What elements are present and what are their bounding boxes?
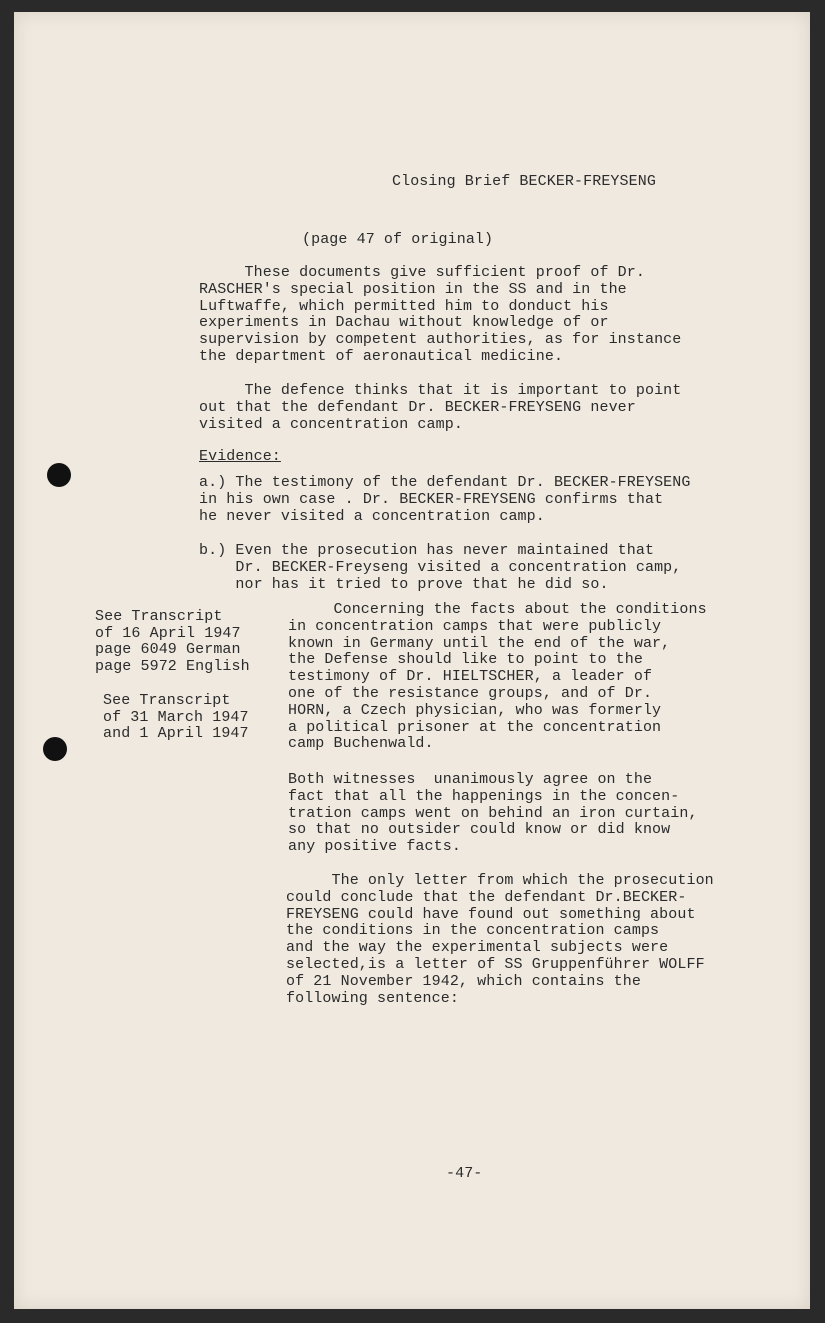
page-number: -47- xyxy=(446,1165,483,1182)
punch-hole-bottom xyxy=(43,737,67,761)
paragraph-concerning-facts: Concerning the facts about the conditions in concentration camps that were publicly known in Germany until the end of the war, the Defense should like to point to the testimony of Dr. HIELTSCHER, a leader of one of the resistance groups, and of Dr. HORN, a Czech physician, who was formerly a political prisoner at the concentration camp Buchenwald. xyxy=(288,601,707,753)
margin-note-transcript-31-march: See Transcript of 31 March 1947 and 1 April 1947 xyxy=(103,692,249,743)
margin-note-transcript-16-april: See Transcript of 16 April 1947 page 6049 German page 5972 English xyxy=(95,608,250,675)
page-reference: (page 47 of original) xyxy=(302,231,494,248)
paragraph-never-visited: The defence thinks that it is important to point out that the defendant Dr. BECKER-FREYSENG never visited a concentration camp. xyxy=(199,382,682,433)
evidence-item-b: b.) Even the prosecution has never maintained that Dr. BECKER-Freyseng visited a concentration camp, nor has it tried to prove that he did so. xyxy=(199,542,682,593)
document-title: Closing Brief BECKER-FREYSENG xyxy=(392,173,656,190)
paragraph-only-letter: The only letter from which the prosecution could conclude that the defendant Dr.BECKER- FREYSENG could have found out something about the conditions in the concentration camps and the way the experimental subjects were selected,is a letter of SS Gruppenführer WOLFF of 21 November 1942, which contains the following sentence: xyxy=(286,872,714,1007)
paragraph-both-witnesses: Both witnesses unanimously agree on the fact that all the happenings in the concen- tration camps went on behind an iron curtain, so that no outsider could know or did know any positive facts. xyxy=(288,771,698,856)
evidence-item-a: a.) The testimony of the defendant Dr. BECKER-FREYSENG in his own case . Dr. BECKER-FREYSENG confirms that he never visited a concentration camp. xyxy=(199,474,691,525)
paragraph-rascher-position: These documents give sufficient proof of Dr. RASCHER's special position in the SS and in the Luftwaffe, which permitted him to donduct his experiments in Dachau without knowledge of or supervision by competent authorities, as for instance the department of aeronautical medicine. xyxy=(199,264,682,365)
evidence-heading: Evidence: xyxy=(199,448,281,465)
document-page xyxy=(14,12,810,1309)
punch-hole-top xyxy=(47,463,71,487)
